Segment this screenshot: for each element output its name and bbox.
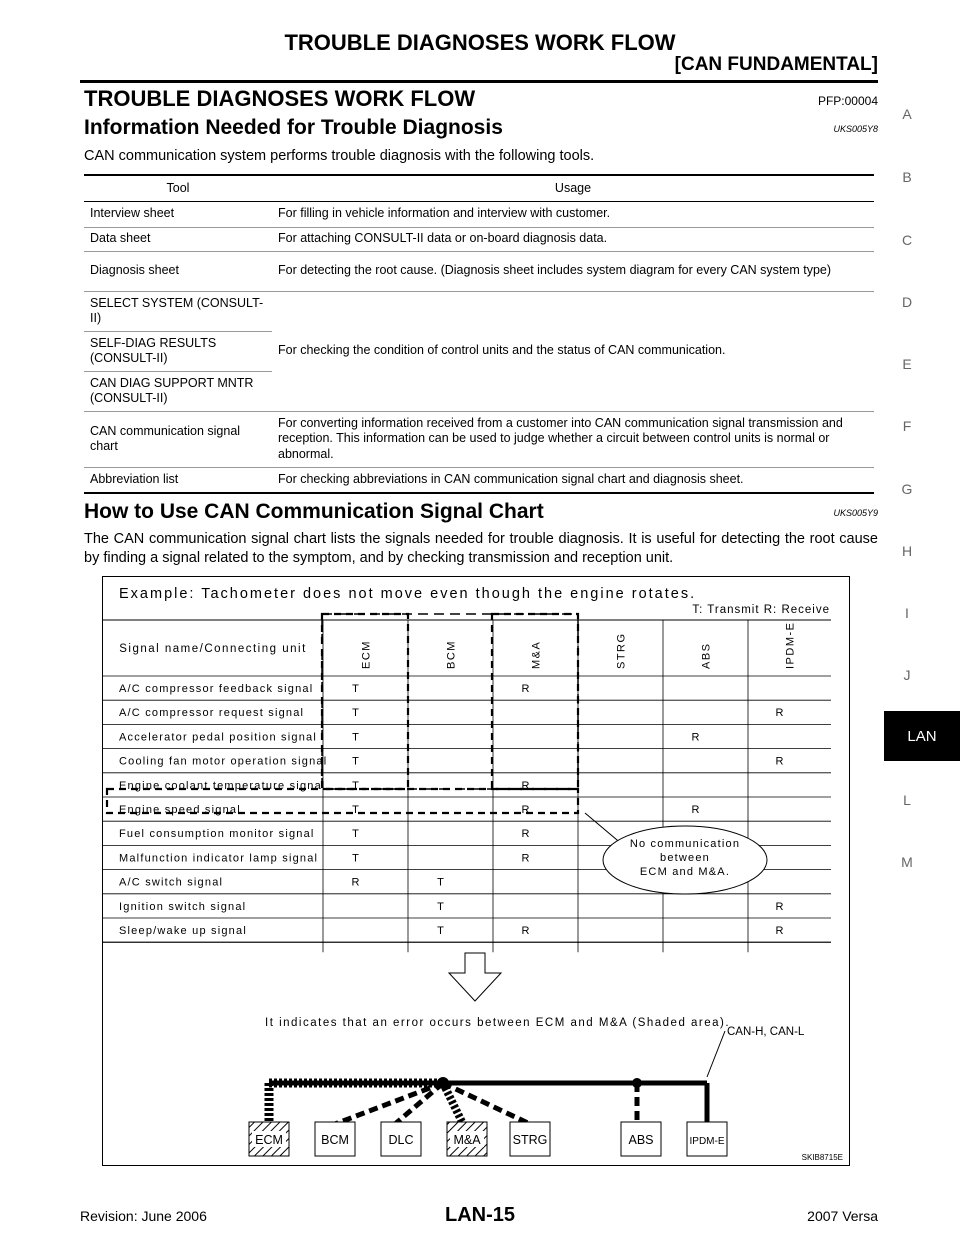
table-row: [84, 291, 874, 331]
table-cell-usage: For checking the condition of control units and the status of CAN communication.: [272, 291, 874, 411]
signal-chart-svg: [103, 577, 851, 1167]
down-arrow-icon: [449, 953, 501, 1001]
column-header-tool: Tool: [84, 175, 272, 201]
footer-revision: Revision: June 2006: [80, 1208, 207, 1224]
unit-header-strg: STRG: [615, 632, 628, 669]
unit-header-ma: M&A: [530, 640, 543, 669]
signal-cell: R: [521, 852, 530, 865]
example-caption: Example: Tachometer does not move even though the engine rotates.: [119, 586, 697, 602]
side-index-letter: D: [901, 294, 913, 310]
signal-chart-figure: [102, 576, 850, 1166]
signal-cell: T: [352, 707, 359, 720]
howto-body: The CAN communication signal chart lists the signals needed for trouble diagnosis. It is useful for detecting the root cause by finding a signal related to the symptom, and by checking transmission and reception unit.: [84, 531, 878, 566]
side-index-letter: F: [902, 418, 912, 434]
callout-text: ECM and M&A.: [639, 866, 731, 878]
howto-code: UKS005Y9: [833, 508, 878, 518]
signal-cell: T: [352, 683, 359, 695]
node-label: DLC: [388, 1133, 414, 1147]
node-label: STRG: [512, 1133, 548, 1147]
table-row: [84, 251, 874, 291]
signal-cell: T: [437, 900, 444, 913]
signal-name: Fuel consumption monitor signal: [119, 828, 315, 841]
signal-cell: R: [521, 925, 530, 937]
table-cell-tool: Interview sheet: [84, 201, 272, 227]
signal-name: A/C compressor feedback signal: [119, 683, 314, 695]
node-label: BCM: [321, 1133, 349, 1147]
signal-name: A/C compressor request signal: [119, 707, 305, 720]
table-row: [84, 467, 874, 493]
side-index-letter: G: [901, 481, 913, 497]
signal-cell: T: [352, 779, 359, 792]
chart-header-label: Signal name/Connecting unit: [119, 643, 307, 655]
page-header-subtitle: [CAN FUNDAMENTAL]: [674, 54, 878, 75]
side-index-letter: C: [901, 232, 913, 248]
unit-header-ecm: ECM: [360, 640, 373, 669]
table-cell-tool: SELF-DIAG RESULTS (CONSULT-II): [84, 331, 272, 371]
signal-cell: R: [775, 925, 784, 937]
table-header-row: [84, 175, 874, 201]
signal-name: Engine coolant temperature signal: [119, 779, 326, 792]
signal-cell: R: [521, 804, 530, 816]
unit-header-ipdme: IPDM-E: [784, 621, 797, 669]
table-cell-usage: For converting information received from a customer into CAN communication signal transmission and reception. This information can be used to judge whether a circuit between control units is normal or abnormal.: [272, 411, 874, 467]
signal-cell: R: [351, 876, 360, 889]
side-index-letter: I: [905, 605, 909, 621]
side-index-letter: H: [901, 543, 913, 559]
abs-junction-dot: [632, 1078, 642, 1088]
side-index-letter: J: [903, 667, 911, 683]
figure-code: SKIB8715E: [801, 1153, 843, 1162]
can-branch-line: [335, 1083, 443, 1124]
signal-name: Cooling fan motor operation signal: [119, 755, 328, 768]
page-header-title: TROUBLE DIAGNOSES WORK FLOW: [284, 30, 676, 55]
signal-cell: R: [775, 707, 784, 720]
tools-table: [84, 174, 874, 494]
table-row: [84, 227, 874, 251]
signal-cell: T: [437, 876, 444, 889]
table-cell-tool: Diagnosis sheet: [84, 251, 272, 291]
signal-cell: R: [521, 779, 530, 792]
footer-model: 2007 Versa: [807, 1208, 878, 1224]
side-index-current-tab[interactable]: LAN: [884, 711, 960, 761]
side-index-letter: L: [903, 792, 911, 808]
table-cell-tool: SELECT SYSTEM (CONSULT-II): [84, 291, 272, 331]
unit-header-bcm: BCM: [445, 640, 458, 669]
side-index-letter: A: [902, 106, 912, 122]
info-heading: Information Needed for Trouble Diagnosis: [84, 116, 503, 139]
table-cell-usage: For detecting the root cause. (Diagnosis sheet includes system diagram for every CAN system type): [272, 251, 874, 291]
table-cell-tool: CAN DIAG SUPPORT MNTR (CONSULT-II): [84, 371, 272, 411]
side-index-letter: B: [902, 169, 912, 185]
signal-cell: T: [352, 828, 359, 841]
signal-cell: R: [775, 900, 784, 913]
side-index-letter: E: [902, 356, 912, 372]
signal-cell: T: [352, 804, 359, 816]
unit-header-abs: ABS: [700, 642, 713, 669]
signal-name: Accelerator pedal position signal: [119, 731, 317, 744]
table-cell-usage: For filling in vehicle information and interview with customer.: [272, 201, 874, 227]
signal-cell: T: [352, 731, 359, 744]
node-label: M&A: [453, 1133, 481, 1147]
signal-cell: R: [521, 828, 530, 841]
signal-name: A/C switch signal: [119, 876, 224, 889]
table-cell-tool: Abbreviation list: [84, 467, 272, 493]
table-cell-usage: For attaching CONSULT-II data or on-board diagnosis data.: [272, 227, 874, 251]
table-cell-tool: CAN communication signal chart: [84, 411, 272, 467]
callout-text: between: [660, 852, 710, 864]
bus-label-leader: [707, 1031, 725, 1077]
table-cell-tool: Data sheet: [84, 227, 272, 251]
column-header-usage: Usage: [272, 175, 874, 201]
bus-label: CAN-H, CAN-L: [727, 1026, 805, 1038]
legend-text: T: Transmit R: Receive: [692, 604, 830, 616]
signal-cell: T: [352, 852, 359, 865]
signal-name: Engine speed signal: [119, 804, 241, 816]
conclusion-text: It indicates that an error occurs between ECM and M&A (Shaded area).: [265, 1017, 731, 1029]
signal-cell: R: [775, 755, 784, 768]
signal-cell: R: [691, 804, 700, 816]
ma-column-dashed-box: [492, 614, 578, 789]
footer-page-number: LAN-15: [444, 1204, 515, 1226]
node-label: ECM: [255, 1133, 283, 1147]
info-code: UKS005Y8: [833, 124, 878, 134]
signal-name: Ignition switch signal: [119, 900, 247, 913]
callout-text: No communication: [629, 838, 741, 850]
signal-cell: T: [437, 925, 444, 937]
table-row: [84, 201, 874, 227]
table-row: [84, 411, 874, 467]
can-branch-line: [395, 1083, 443, 1124]
node-label: ABS: [628, 1133, 654, 1147]
section-title: TROUBLE DIAGNOSES WORK FLOW: [84, 86, 476, 111]
signal-cell: R: [521, 683, 530, 695]
side-index-letter: M: [901, 854, 913, 870]
header-divider: [80, 80, 878, 83]
table-cell-usage: For checking abbreviations in CAN communication signal chart and diagnosis sheet.: [272, 467, 874, 493]
howto-heading: How to Use CAN Communication Signal Chart: [84, 500, 544, 523]
signal-name: Malfunction indicator lamp signal: [119, 852, 319, 865]
section-code: PFP:00004: [817, 94, 878, 108]
signal-cell: R: [691, 731, 700, 744]
signal-name: Sleep/wake up signal: [119, 925, 247, 937]
info-intro: CAN communication system performs trouble diagnosis with the following tools.: [84, 148, 595, 164]
signal-cell: T: [352, 755, 359, 768]
node-label: IPDM-E: [689, 1136, 725, 1147]
